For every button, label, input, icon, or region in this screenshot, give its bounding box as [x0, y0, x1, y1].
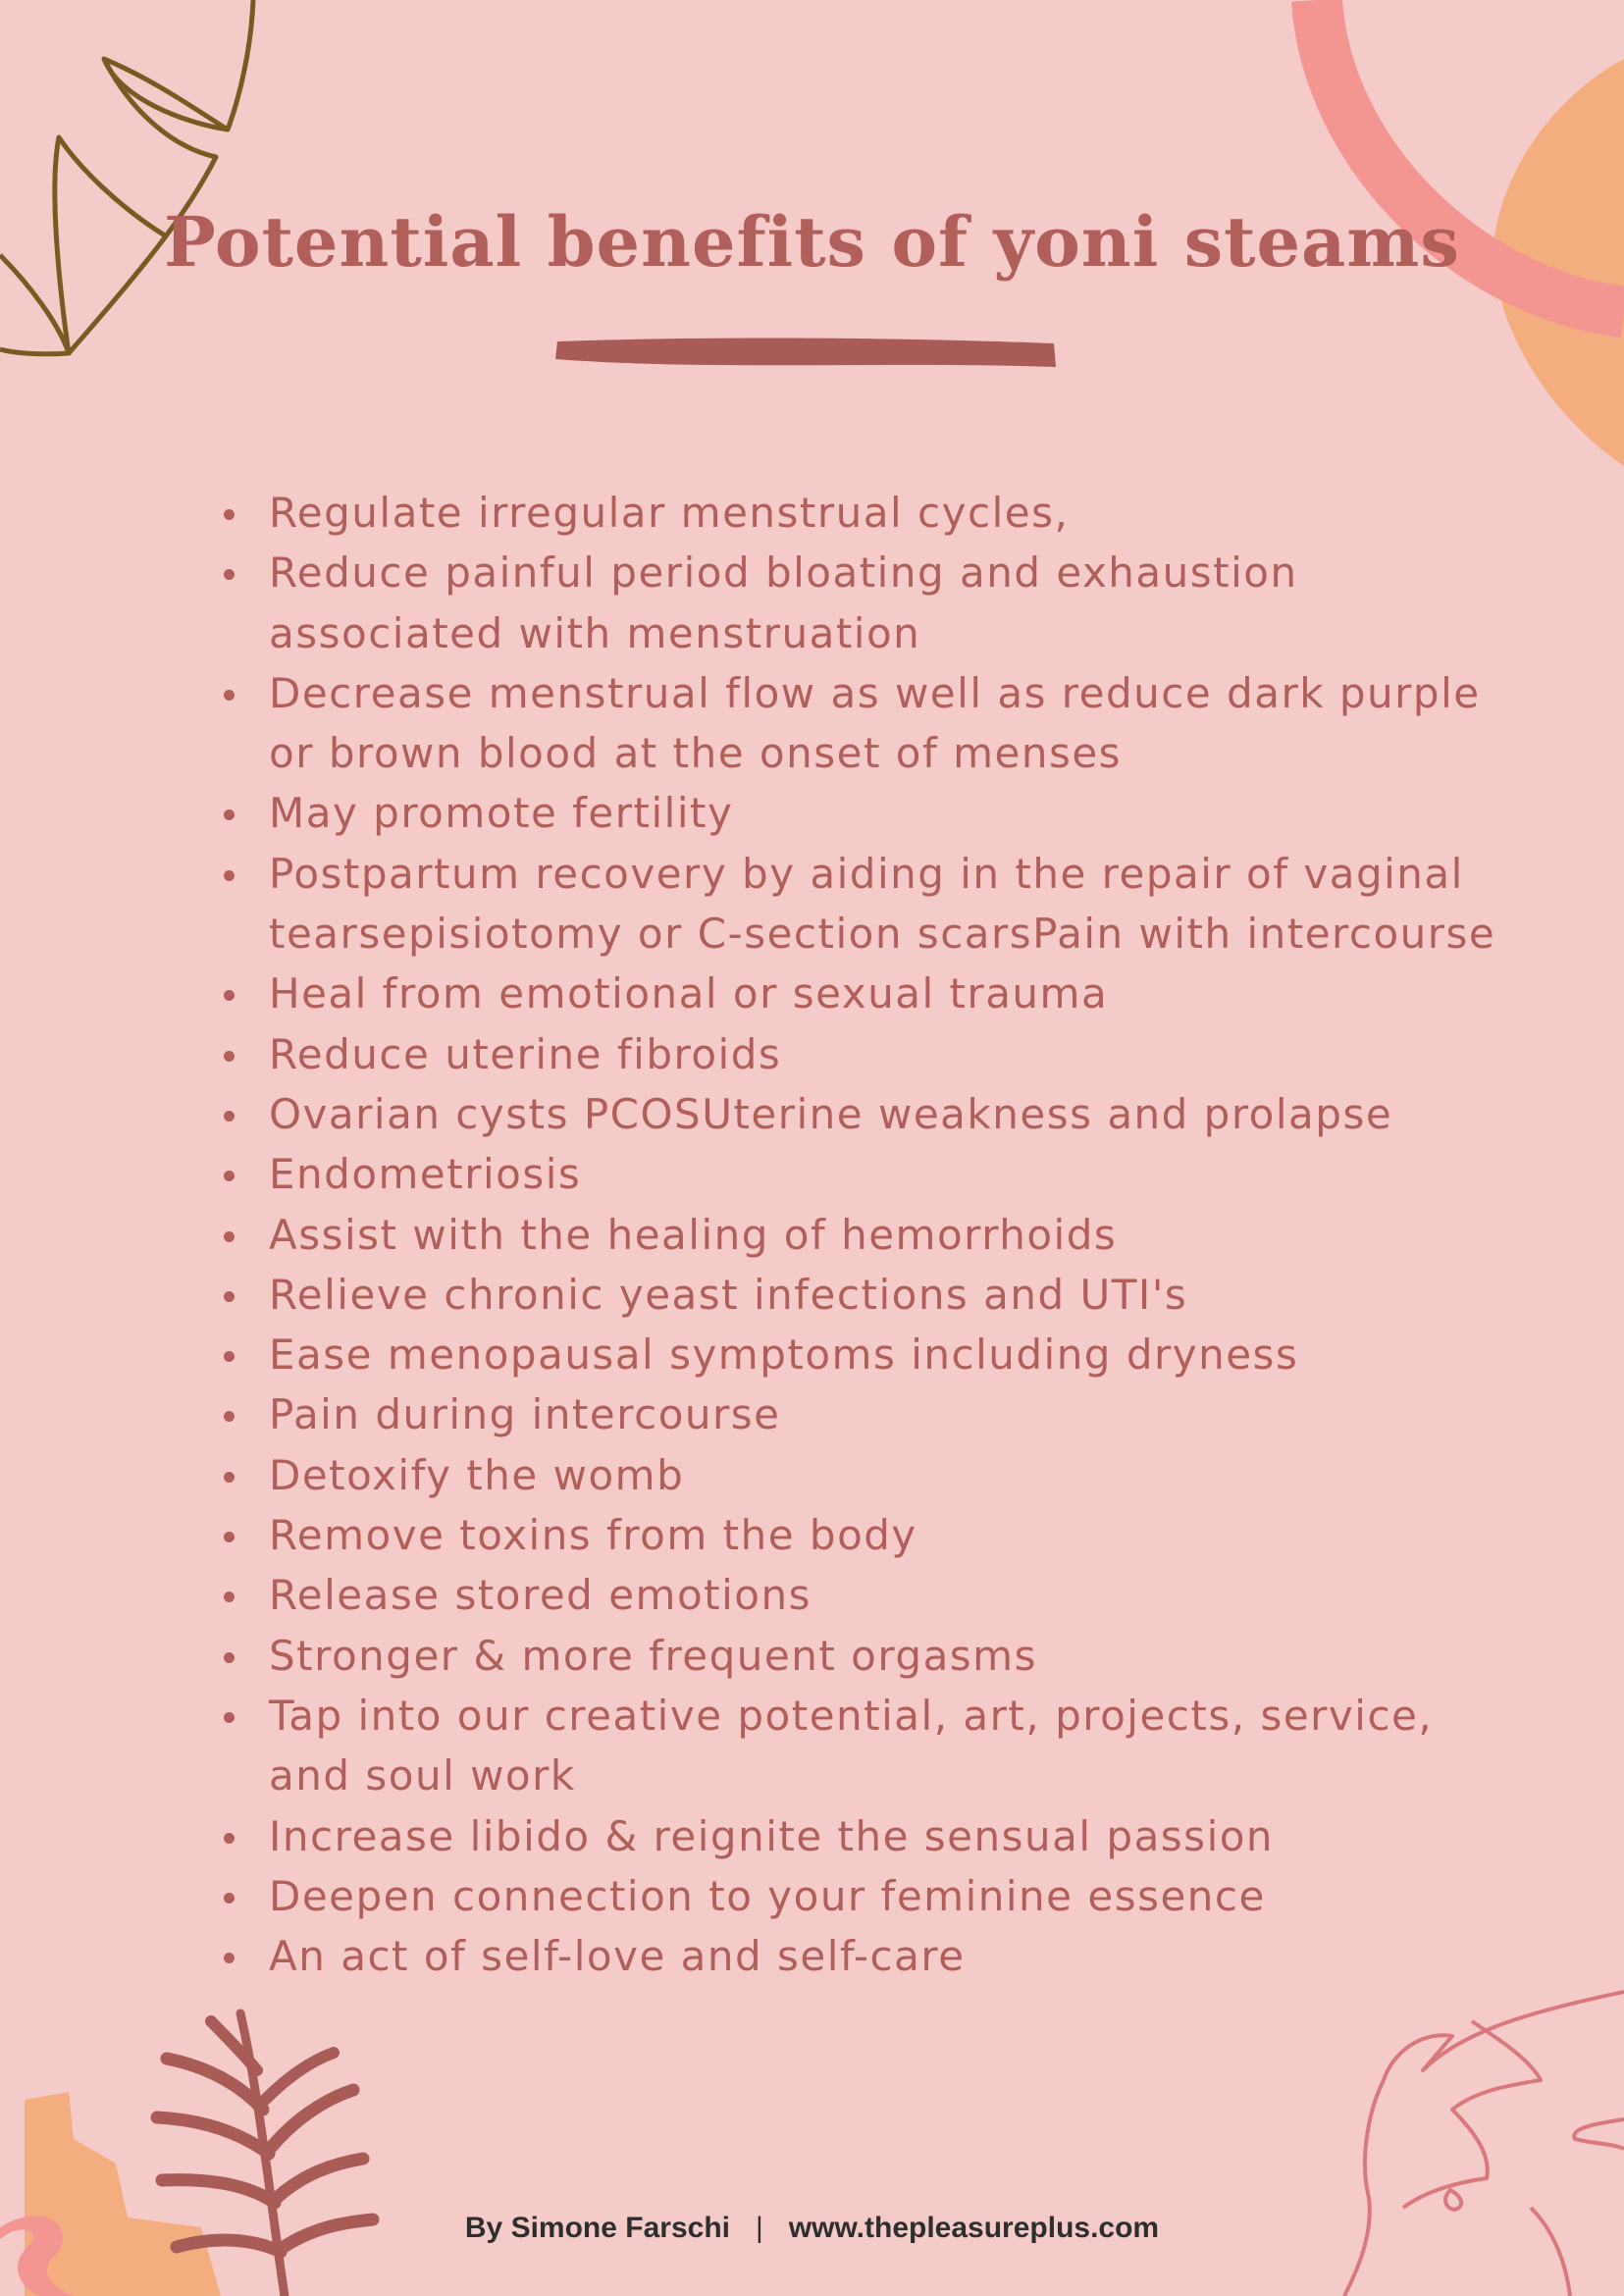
- footer-website-link[interactable]: www.thepleasureplus.com: [788, 2212, 1160, 2244]
- page-title: Potential benefits of yoni steams: [164, 201, 1460, 283]
- list-item: Regulate irregular menstrual cycles,: [224, 483, 1519, 543]
- list-item: May promote fertility: [224, 783, 1519, 843]
- list-item: Increase libido & reignite the sensual passion: [224, 1806, 1519, 1866]
- footer-separator: |: [755, 2212, 763, 2244]
- list-item: Ovarian cysts PCOSUterine weakness and prolapse: [224, 1084, 1519, 1144]
- list-item: Relieve chronic yeast infections and UTI's: [224, 1265, 1519, 1325]
- list-item: Postpartum recovery by aiding in the repair of vaginal tearsepisiotomy or C-section scarsPain with intercourse: [224, 844, 1519, 965]
- list-item: Release stored emotions: [224, 1565, 1519, 1625]
- footer-author: By Simone Farschi: [464, 2212, 730, 2244]
- list-item: Tap into our creative potential, art, projects, service, and soul work: [224, 1686, 1519, 1806]
- footer: [0, 2212, 1624, 2245]
- list-item: Detoxify the womb: [224, 1445, 1519, 1505]
- list-item: Stronger & more frequent orgasms: [224, 1626, 1519, 1686]
- list-item: Reduce painful period bloating and exhaustion associated with menstruation: [224, 543, 1519, 663]
- list-item: Heal from emotional or sexual trauma: [224, 964, 1519, 1023]
- list-item: Deepen connection to your feminine essence: [224, 1866, 1519, 1926]
- list-item: Endometriosis: [224, 1144, 1519, 1204]
- list-item: Ease menopausal symptoms including dryness: [224, 1325, 1519, 1384]
- list-item: Decrease menstrual flow as well as reduce dark purple or brown blood at the onset of menses: [224, 663, 1519, 784]
- list-item: Pain during intercourse: [224, 1384, 1519, 1444]
- list-item: An act of self-love and self-care: [224, 1926, 1519, 1986]
- list-item: Assist with the healing of hemorrhoids: [224, 1205, 1519, 1265]
- list-item: Remove toxins from the body: [224, 1505, 1519, 1565]
- list-item: Reduce uterine fibroids: [224, 1024, 1519, 1084]
